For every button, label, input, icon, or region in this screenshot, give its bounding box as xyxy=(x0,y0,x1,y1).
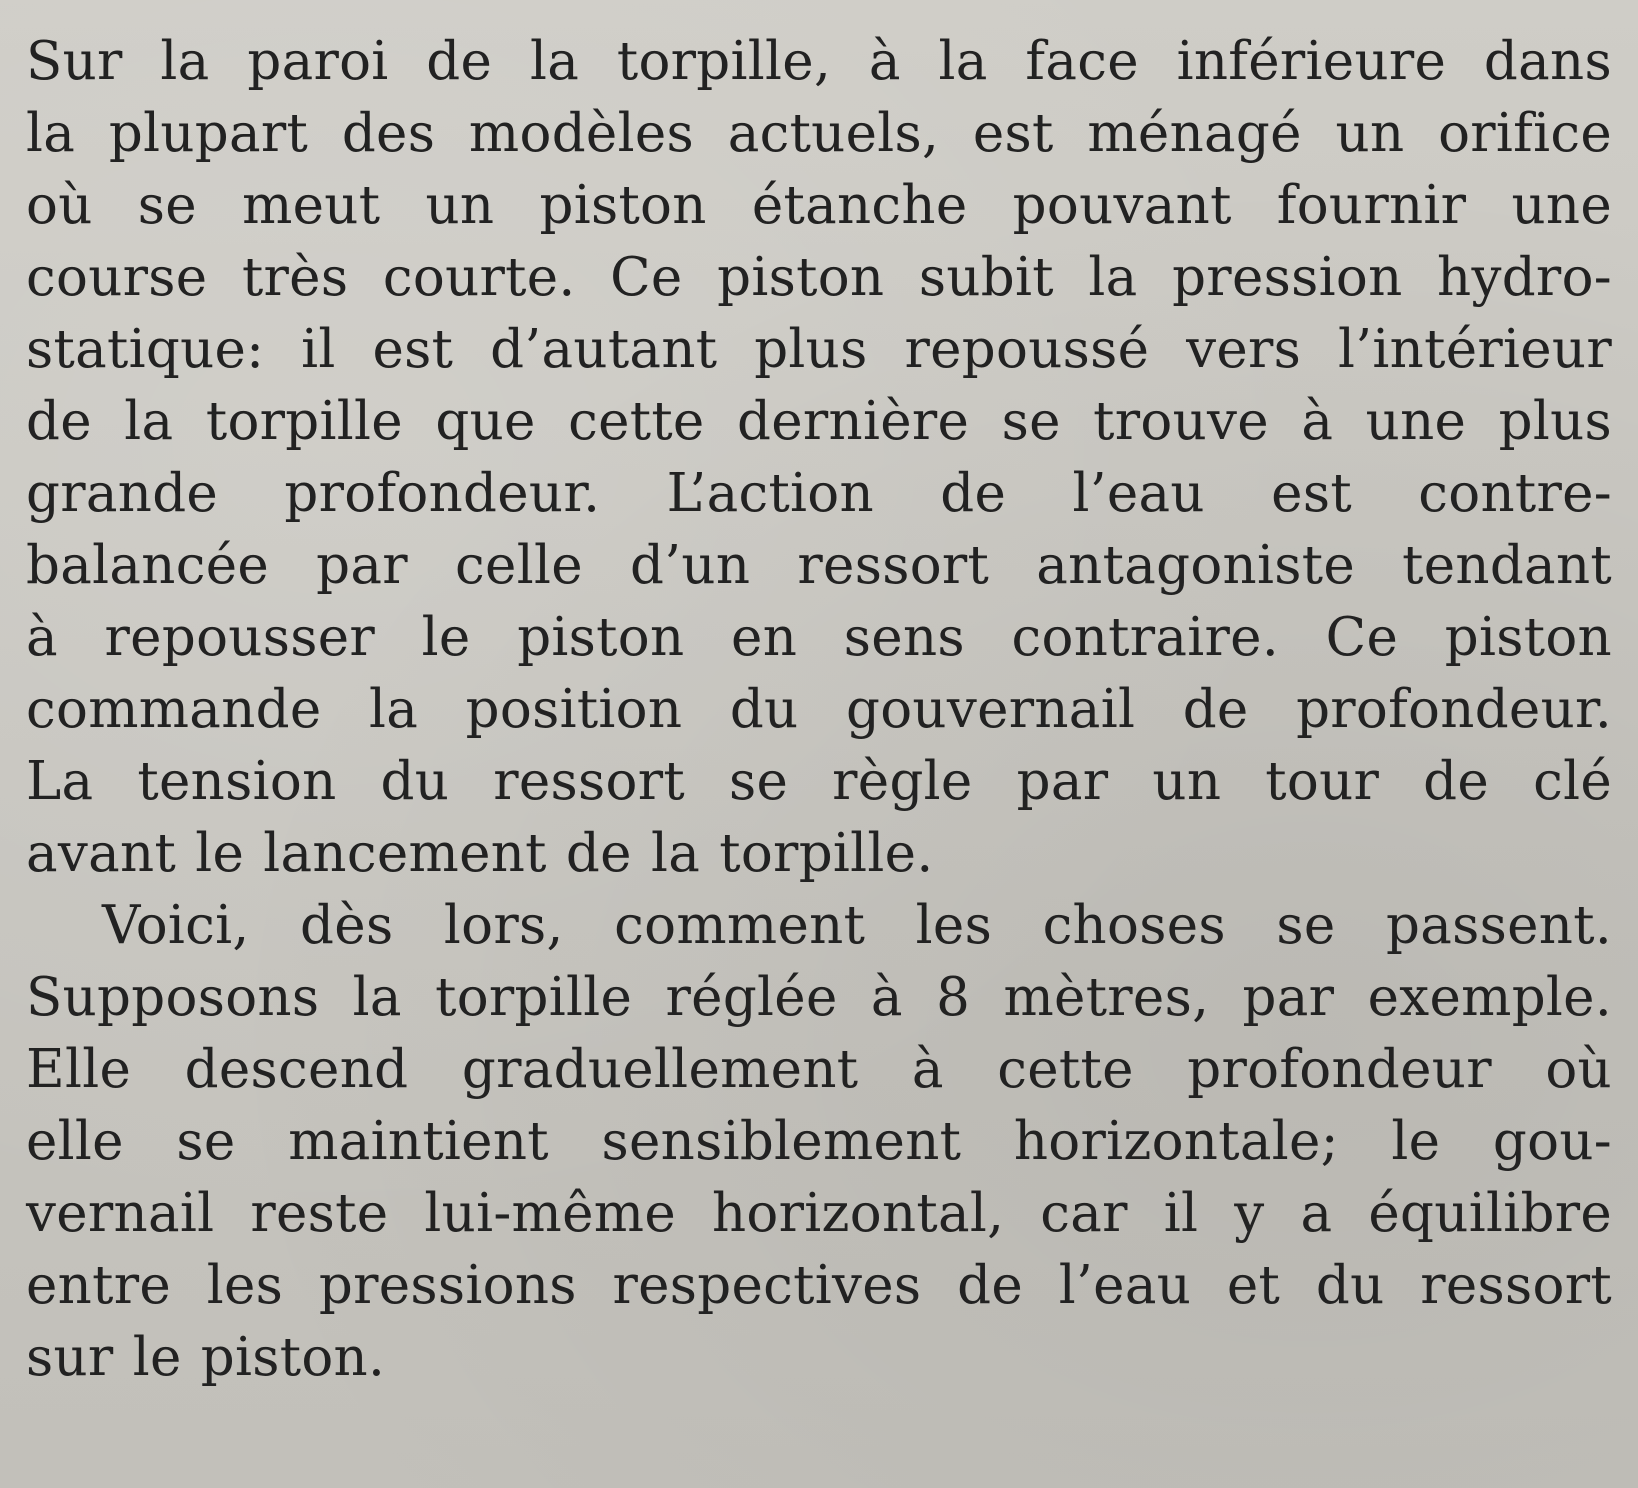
text-line: vernail reste lui-même horizontal, car il y a équilibre xyxy=(26,1183,1612,1244)
text-line: Voici, dès lors, comment les choses se passent. xyxy=(102,895,1612,956)
text-line: de la torpille que cette dernière se trouve à une plus xyxy=(26,391,1612,452)
text-line: La tension du ressort se règle par un tour de clé xyxy=(26,751,1612,812)
text-line: balancée par celle d’un ressort antagoniste tendant xyxy=(26,535,1612,596)
paragraph-1 xyxy=(26,26,1612,890)
text-line: course très courte. Ce piston subit la pression hydro- xyxy=(26,247,1612,308)
text-line: grande profondeur. L’action de l’eau est contre- xyxy=(26,463,1612,524)
text-line: avant le lancement de la torpille. xyxy=(26,823,934,884)
text-line: la plupart des modèles actuels, est ménagé un orifice xyxy=(26,103,1612,164)
text-line: elle se maintient sensiblement horizontale; le gou- xyxy=(26,1111,1612,1172)
text-line: sur le piston. xyxy=(26,1327,386,1388)
text-line: Supposons la torpille réglée à 8 mètres, par exemple. xyxy=(26,967,1612,1028)
text-line: entre les pressions respectives de l’eau et du ressort xyxy=(26,1255,1612,1316)
paragraph-2 xyxy=(26,890,1612,1394)
text-line: où se meut un piston étanche pouvant fournir une xyxy=(26,175,1612,236)
text-line: Elle descend graduellement à cette profondeur où xyxy=(26,1039,1612,1100)
text-line: statique: il est d’autant plus repoussé vers l’intérieur xyxy=(26,319,1612,380)
body-text xyxy=(26,26,1612,1394)
text-line: Sur la paroi de la torpille, à la face inférieure dans xyxy=(26,31,1612,92)
text-line: commande la position du gouvernail de profondeur. xyxy=(26,679,1612,740)
text-line: à repousser le piston en sens contraire. Ce piston xyxy=(26,607,1612,668)
